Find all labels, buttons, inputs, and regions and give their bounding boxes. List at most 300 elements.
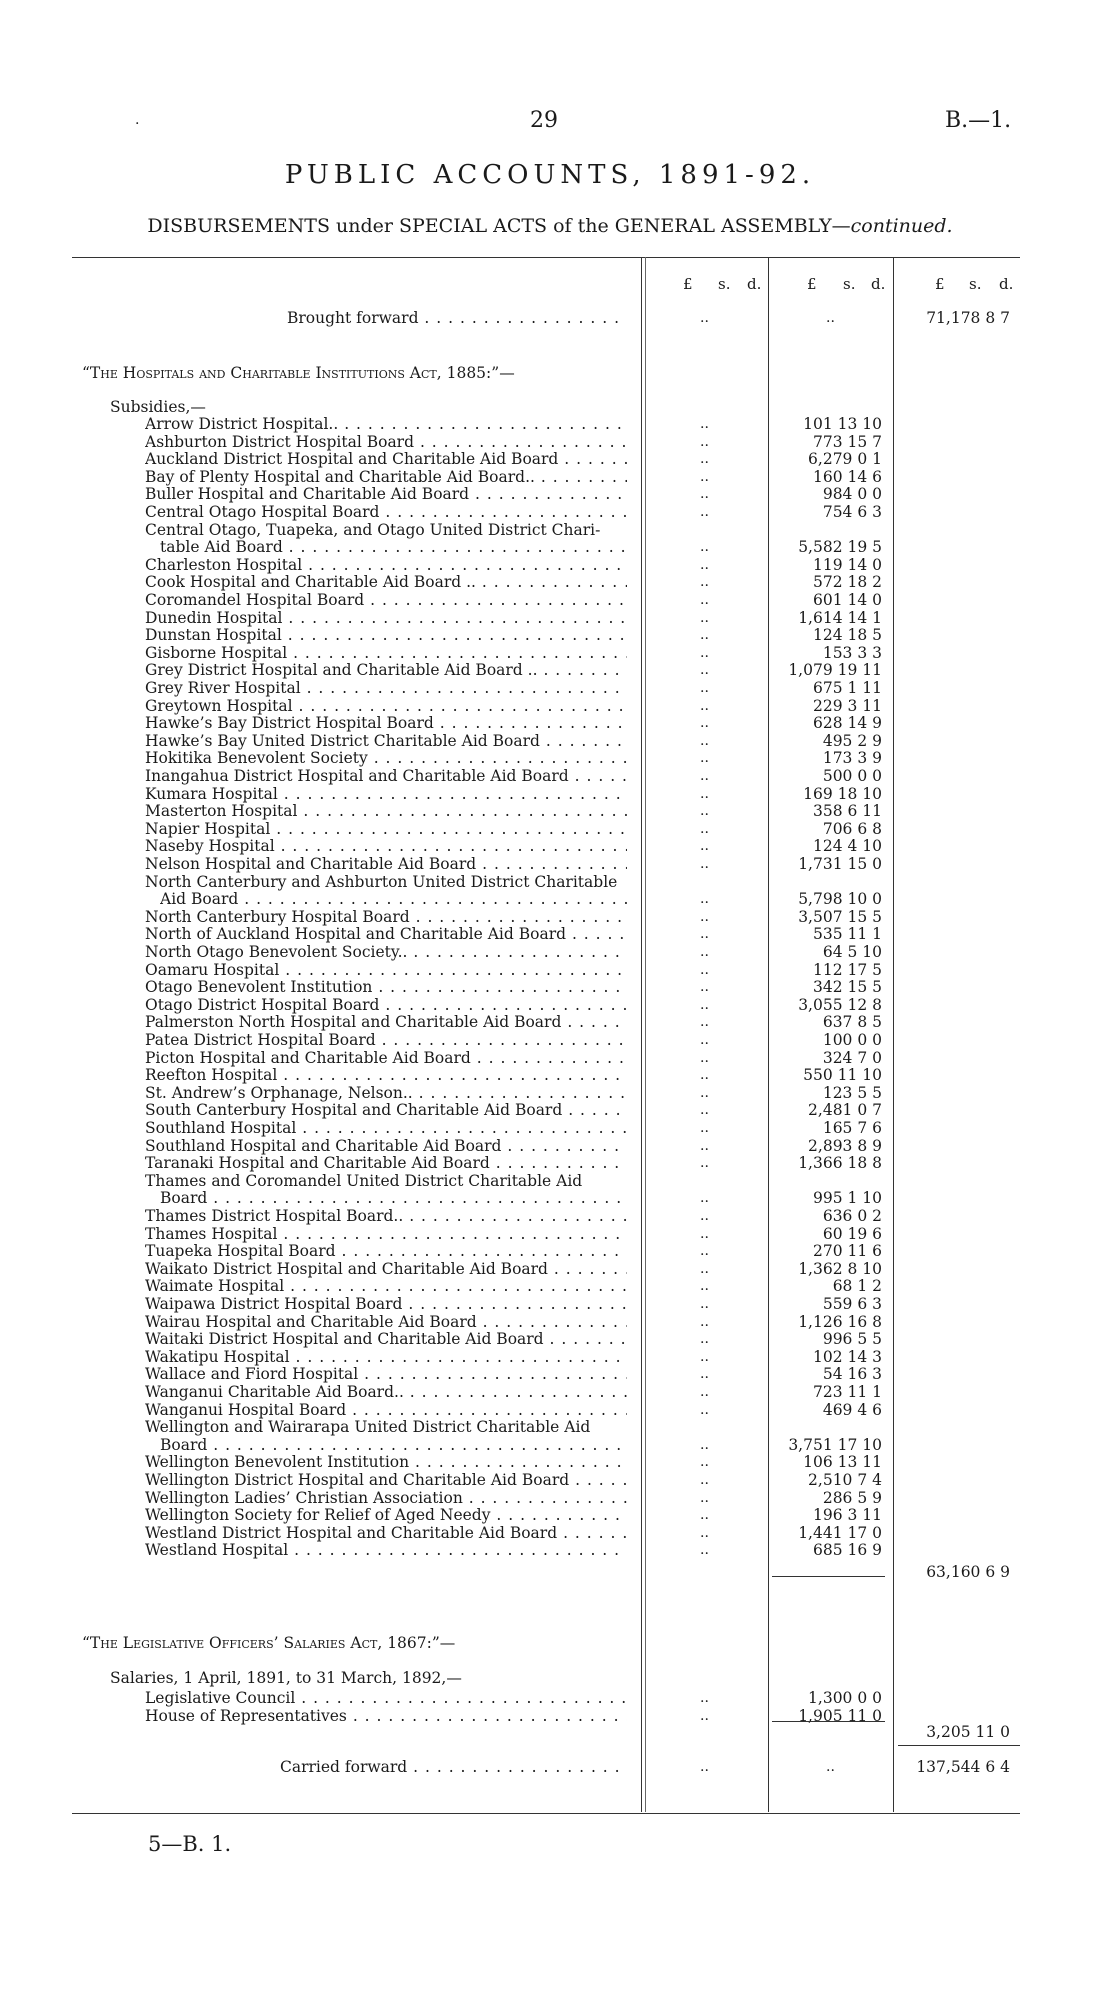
row-label-text: Southland Hospital	[145, 1119, 297, 1137]
row-label-text: Tuapeka Hospital Board	[145, 1242, 336, 1261]
row-amount: 3,751 17 10	[788, 1435, 882, 1454]
row-label	[145, 1348, 627, 1366]
table-row	[0, 732, 1114, 750]
table-row	[0, 1242, 1114, 1260]
pence-header: d.	[747, 275, 762, 293]
row-amount: 685 16 9	[812, 1541, 882, 1560]
row-label	[145, 609, 627, 627]
table-row	[0, 1330, 1114, 1348]
row-amount: 102 14 3	[812, 1347, 882, 1366]
table-row	[0, 1489, 1114, 1507]
row-amount: 754 6 3	[822, 503, 882, 521]
row-label-text: North Canterbury Hospital Board	[145, 907, 410, 926]
row-label	[145, 873, 627, 891]
row-label	[160, 890, 627, 908]
row-label	[145, 1013, 627, 1031]
row-label-text: Wanganui Hospital Board	[145, 1400, 347, 1419]
row-label-text: Westland Hospital	[145, 1541, 289, 1560]
table-row	[0, 890, 1114, 908]
row-amount: 601 14 0	[812, 591, 882, 609]
row-amount: 324 7 0	[822, 1048, 882, 1067]
table-row	[0, 1506, 1114, 1524]
empty-column-dots: ..	[700, 732, 709, 749]
row-amount: 54 16 3	[822, 1365, 882, 1384]
row-label	[145, 1137, 627, 1155]
row-label-text: Wellington Society for Relief of Aged Needy	[145, 1506, 491, 1525]
row-amount: 637 8 5	[822, 1013, 882, 1032]
row-label	[145, 1524, 627, 1542]
row-amount: 1,905 11 0	[798, 1706, 882, 1725]
pounds-header: £	[683, 275, 693, 293]
empty-column-dots: ..	[700, 1472, 709, 1488]
empty-column-dots: ..	[700, 1454, 709, 1471]
legislative-total-row	[0, 1723, 1114, 1741]
hospitals-total-row	[0, 1563, 1114, 1581]
row-amount: 996 5 5	[822, 1330, 882, 1349]
empty-column-dots: ..	[700, 1401, 709, 1418]
row-label	[145, 1541, 627, 1559]
empty-column-dots: ..	[700, 556, 709, 573]
row-label-text: North Otago Benevolent Society..	[145, 943, 408, 961]
row-amount: 1,126 16 8	[798, 1312, 882, 1331]
empty-column-dots: ..	[700, 1690, 709, 1706]
empty-column-dots: ..	[700, 451, 709, 468]
brought-forward-dots-2: ..	[826, 310, 835, 326]
row-label	[145, 591, 627, 609]
row-label-text: North of Auckland Hospital and Charitable Aid Board	[145, 925, 567, 944]
table-row	[0, 503, 1114, 521]
hospitals-subsidies-heading: Subsidies,—	[110, 398, 206, 416]
row-label	[145, 1489, 627, 1507]
row-label-text: Bay of Plenty Hospital and Charitable Aid Board..	[145, 467, 535, 486]
carried-forward-row	[0, 1758, 1114, 1776]
pence-header: d.	[999, 275, 1014, 293]
table-row	[0, 1453, 1114, 1471]
row-amount: 165 7 6	[822, 1119, 882, 1137]
row-label-text: Hawke’s Bay District Hospital Board	[145, 714, 434, 733]
row-amount: 984 0 0	[822, 485, 882, 504]
row-label	[145, 1418, 627, 1436]
row-label-text: Kumara Hospital	[145, 784, 278, 803]
empty-column-dots: ..	[700, 504, 709, 520]
row-label	[145, 1066, 627, 1084]
table-row	[0, 661, 1114, 679]
empty-column-dots: ..	[700, 961, 709, 978]
row-amount: 64 5 10	[822, 943, 882, 961]
row-amount: 173 3 9	[822, 749, 882, 768]
empty-column-dots: ..	[700, 1208, 709, 1224]
empty-column-dots: ..	[700, 1707, 709, 1724]
row-label-text: St. Andrew’s Orphanage, Nelson..	[145, 1083, 413, 1102]
row-label-text: Thames Hospital	[145, 1224, 278, 1243]
row-amount: 550 11 10	[803, 1066, 882, 1085]
row-amount: 1,731 15 0	[798, 855, 882, 873]
table-row	[0, 468, 1114, 486]
row-label	[145, 433, 627, 451]
grand-total-rule	[898, 1745, 1020, 1746]
row-label-text: Arrow District Hospital..	[145, 415, 339, 433]
row-label-text: Waitaki District Hospital and Charitable Aid Board	[145, 1330, 544, 1349]
row-label-text: Oamaru Hospital	[145, 960, 280, 979]
row-label-text: Auckland District Hospital and Charitable Aid Board	[145, 450, 559, 469]
table-row	[0, 1541, 1114, 1559]
row-amount: 119 14 0	[812, 555, 882, 574]
row-label-text: Thames and Coromandel United District Charitable Aid	[145, 1171, 583, 1190]
table-row	[0, 450, 1114, 468]
row-amount: 535 11 1	[812, 925, 882, 944]
empty-column-dots: ..	[700, 1331, 709, 1348]
row-label	[145, 1506, 627, 1524]
table-row	[0, 1119, 1114, 1137]
row-amount: 2,510 7 4	[808, 1471, 882, 1489]
table-row	[0, 873, 1114, 891]
table-row	[0, 1084, 1114, 1102]
table-row	[0, 749, 1114, 767]
row-amount: 628 14 9	[812, 714, 882, 733]
table-row	[0, 1295, 1114, 1313]
legislative-total: 3,205 11 0	[926, 1723, 1010, 1741]
row-label	[160, 538, 627, 556]
table-row	[0, 591, 1114, 609]
row-label	[145, 521, 627, 539]
empty-column-dots: ..	[700, 1243, 709, 1260]
row-amount: 196 3 11	[812, 1506, 882, 1525]
table-row	[0, 714, 1114, 732]
empty-column-dots: ..	[700, 1507, 709, 1524]
row-amount: 572 18 2	[812, 573, 882, 592]
row-label	[145, 556, 627, 574]
row-label-text: Picton Hospital and Charitable Aid Board	[145, 1048, 471, 1067]
row-label	[145, 1383, 627, 1401]
row-label-text: Board	[160, 1435, 208, 1454]
row-amount: 3,055 12 8	[798, 995, 882, 1014]
footer-signature-mark: 5—B. 1.	[148, 1832, 232, 1856]
row-label	[145, 767, 627, 785]
row-label	[145, 626, 627, 644]
row-label-text: Southland Hospital and Charitable Aid Board	[145, 1136, 502, 1155]
table-row	[0, 1066, 1114, 1084]
table-row	[0, 855, 1114, 873]
page-title: PUBLIC ACCOUNTS, 1891-92.	[284, 160, 816, 190]
row-label-text: Patea District Hospital Board	[145, 1031, 376, 1049]
empty-column-dots: ..	[700, 680, 709, 696]
row-label	[145, 1313, 627, 1331]
row-amount: 68 1 2	[832, 1277, 882, 1296]
row-label	[145, 485, 627, 503]
page-subtitle	[0, 215, 1100, 237]
row-label-text: Legislative Council	[145, 1689, 296, 1707]
empty-column-dots: ..	[700, 856, 709, 872]
row-label	[145, 855, 627, 873]
row-label-text: Thames District Hospital Board..	[145, 1207, 404, 1225]
carried-forward-total: 137,544 6 4	[916, 1758, 1010, 1776]
table-row	[0, 1225, 1114, 1243]
table-row	[0, 1013, 1114, 1031]
row-amount: 286 5 9	[822, 1488, 882, 1507]
table-row	[0, 1383, 1114, 1401]
brought-forward-label: Brought forward . .	[287, 309, 627, 327]
table-row	[0, 573, 1114, 591]
document-reference: B.—1.	[945, 108, 1012, 133]
table-row	[0, 1348, 1114, 1366]
empty-column-dots: ..	[700, 996, 709, 1013]
row-label	[145, 1084, 627, 1102]
row-label-text: Palmerston North Hospital and Charitable Aid Board	[145, 1013, 562, 1032]
row-label	[145, 1453, 627, 1471]
subtitle-continued: continued.	[850, 215, 953, 237]
row-label-text: Board	[160, 1189, 208, 1208]
empty-column-dots: ..	[700, 785, 709, 802]
row-label-text: Charleston Hospital	[145, 555, 303, 574]
pounds-header: £	[807, 275, 817, 293]
row-label-text: Central Otago Hospital Board	[145, 503, 380, 521]
row-amount: 1,366 18 8	[798, 1154, 882, 1173]
table-row	[0, 556, 1114, 574]
row-label	[145, 661, 627, 679]
carried-forward-label: Carried forward . .	[280, 1758, 627, 1776]
table-row	[0, 1689, 1114, 1707]
empty-column-dots: ..	[700, 1260, 709, 1277]
row-amount: 1,300 0 0	[808, 1689, 882, 1707]
row-label	[145, 961, 627, 979]
table-row	[0, 609, 1114, 627]
empty-column-dots: ..	[700, 416, 709, 432]
pounds-header: £	[935, 275, 945, 293]
empty-column-dots: ..	[700, 926, 709, 943]
row-label	[145, 908, 627, 926]
row-label	[145, 644, 627, 662]
table-row	[0, 679, 1114, 697]
empty-column-dots: ..	[700, 944, 709, 960]
table-row	[0, 908, 1114, 926]
empty-column-dots: ..	[700, 468, 709, 485]
table-row	[0, 767, 1114, 785]
table-row	[0, 485, 1114, 503]
row-amount: 124 18 5	[812, 626, 882, 645]
row-label-text: Reefton Hospital	[145, 1066, 278, 1085]
row-amount: 3,507 15 5	[798, 907, 882, 926]
brought-forward-total: 71,178 8 7	[926, 309, 1010, 327]
row-amount: 60 19 6	[822, 1224, 882, 1243]
carried-forward-dots-2: ..	[826, 1759, 835, 1775]
row-label-text: Westland District Hospital and Charitable Aid Board	[145, 1523, 558, 1542]
table-row	[0, 1418, 1114, 1436]
row-label-text: Cook Hospital and Charitable Aid Board ..	[145, 573, 476, 592]
row-label	[145, 1119, 627, 1137]
row-label-text: Wakatipu Hospital	[145, 1347, 290, 1366]
hospitals-act-heading: “The Hospitals and Charitable Institutions Act, 1885:”—	[82, 364, 515, 382]
row-label	[145, 820, 627, 838]
row-amount: 723 11 1	[812, 1383, 882, 1401]
row-label	[145, 697, 627, 715]
row-label	[145, 1172, 627, 1190]
empty-column-dots: ..	[700, 803, 709, 820]
row-amount: 101 13 10	[803, 415, 882, 433]
row-label-text: Dunstan Hospital	[145, 626, 282, 645]
row-label	[145, 1225, 627, 1243]
row-amount: 1,362 8 10	[798, 1259, 882, 1278]
row-label	[145, 802, 627, 820]
empty-column-dots: ..	[700, 979, 709, 996]
row-label-text: table Aid Board	[160, 538, 283, 557]
empty-column-dots: ..	[700, 768, 709, 784]
row-amount: 1,614 14 1	[798, 608, 882, 627]
table-row	[0, 1207, 1114, 1225]
hospitals-total: 63,160 6 9	[926, 1563, 1010, 1581]
row-amount: 559 6 3	[822, 1295, 882, 1313]
table-row	[0, 1277, 1114, 1295]
table-row	[0, 1172, 1114, 1190]
empty-column-dots: ..	[700, 1102, 709, 1119]
empty-column-dots: ..	[700, 1489, 709, 1506]
carried-forward-dots: ..	[700, 1759, 709, 1775]
stray-dot: .	[135, 112, 140, 128]
row-label	[145, 978, 627, 996]
row-amount: 5,798 10 0	[798, 890, 882, 909]
row-label	[145, 714, 627, 732]
row-label	[145, 837, 627, 855]
empty-column-dots: ..	[700, 820, 709, 837]
empty-column-dots: ..	[700, 1084, 709, 1101]
row-label	[145, 1365, 627, 1383]
table-row	[0, 521, 1114, 539]
empty-column-dots: ..	[700, 1366, 709, 1383]
row-label-text: Wairau Hospital and Charitable Aid Board	[145, 1312, 477, 1331]
row-label	[145, 1031, 627, 1049]
table-row	[0, 1101, 1114, 1119]
row-label	[145, 996, 627, 1014]
empty-column-dots: ..	[700, 750, 709, 767]
row-label	[160, 1436, 627, 1454]
row-label	[145, 1049, 627, 1067]
table-row	[0, 538, 1114, 556]
page-number: 29	[530, 108, 558, 133]
row-label-text: Hawke’s Bay United District Charitable Aid Board	[145, 731, 540, 750]
table-row	[0, 837, 1114, 855]
row-amount: 100 0 0	[822, 1031, 882, 1049]
table-row	[0, 1137, 1114, 1155]
row-label-text: Buller Hospital and Charitable Aid Board	[145, 485, 470, 504]
brought-forward-dots: ..	[700, 310, 709, 326]
row-amount: 469 4 6	[822, 1400, 882, 1419]
row-label	[145, 925, 627, 943]
empty-column-dots: ..	[700, 715, 709, 732]
empty-column-dots: ..	[700, 662, 709, 679]
empty-column-dots: ..	[700, 1014, 709, 1031]
empty-column-dots: ..	[700, 433, 709, 450]
empty-column-dots: ..	[700, 1190, 709, 1207]
row-amount: 160 14 6	[812, 467, 882, 486]
row-label-text: Wellington Benevolent Institution	[145, 1453, 410, 1472]
table-row	[0, 1365, 1114, 1383]
shillings-header: s.	[969, 275, 982, 293]
row-label-text: Wallace and Fiord Hospital	[145, 1365, 359, 1384]
row-label-text: Otago District Hospital Board	[145, 995, 380, 1014]
row-amount: 1,441 17 0	[798, 1523, 882, 1542]
empty-column-dots: ..	[700, 891, 709, 908]
row-label	[145, 679, 627, 697]
row-amount: 106 13 11	[803, 1453, 882, 1472]
row-label	[145, 749, 627, 767]
table-row	[0, 415, 1114, 433]
row-amount: 706 6 8	[822, 819, 882, 838]
empty-column-dots: ..	[700, 838, 709, 855]
row-amount: 229 3 11	[812, 696, 882, 715]
row-label-text: Waipawa District Hospital Board	[145, 1295, 403, 1313]
table-row	[0, 943, 1114, 961]
empty-column-dots: ..	[700, 1436, 709, 1453]
empty-column-dots: ..	[700, 1137, 709, 1154]
table-row	[0, 1154, 1114, 1172]
row-amount: 124 4 10	[812, 837, 882, 856]
row-label-text: Taranaki Hospital and Charitable Aid Board	[145, 1154, 490, 1173]
row-label	[145, 732, 627, 750]
empty-column-dots: ..	[700, 609, 709, 626]
row-label-text: Waikato District Hospital and Charitable Aid Board	[145, 1259, 548, 1278]
row-label	[145, 450, 627, 468]
table-row	[0, 1707, 1114, 1725]
legislative-salaries-heading: Salaries, 1 April, 1891, to 31 March, 1892,—	[110, 1669, 462, 1687]
table-row	[0, 1049, 1114, 1067]
row-amount: 1,079 19 11	[788, 661, 882, 680]
empty-column-dots: ..	[700, 1049, 709, 1066]
table-row	[0, 996, 1114, 1014]
table-row	[0, 433, 1114, 451]
row-amount: 358 6 11	[812, 802, 882, 821]
empty-column-dots: ..	[700, 1032, 709, 1048]
row-amount: 995 1 10	[812, 1189, 882, 1208]
row-label	[145, 1207, 627, 1225]
row-label-text: Central Otago, Tuapeka, and Otago United District Chari-	[145, 520, 601, 539]
row-amount: 270 11 6	[812, 1242, 882, 1261]
row-label-text: Dunedin Hospital	[145, 608, 283, 627]
row-label-text: Wellington and Wairarapa United District Charitable Aid	[145, 1418, 591, 1437]
row-label-text: Nelson Hospital and Charitable Aid Board	[145, 855, 477, 873]
row-label-text: Wellington District Hospital and Charitable Aid Board	[145, 1471, 570, 1489]
pence-header: d.	[871, 275, 886, 293]
row-amount: 2,893 8 9	[808, 1136, 882, 1155]
row-label	[145, 1242, 627, 1260]
legislative-act-heading: “The Legislative Officers’ Salaries Act, 1867:”—	[82, 1634, 456, 1652]
row-label	[145, 1471, 627, 1489]
empty-column-dots: ..	[700, 1296, 709, 1312]
row-amount: 636 0 2	[822, 1207, 882, 1225]
table-row	[0, 1189, 1114, 1207]
table-row	[0, 1313, 1114, 1331]
table-row	[0, 820, 1114, 838]
row-label-text: Aid Board	[160, 890, 239, 909]
row-label	[145, 1101, 627, 1119]
row-label	[145, 415, 627, 433]
row-label	[145, 943, 627, 961]
empty-column-dots: ..	[700, 1155, 709, 1172]
row-label-text: Masterton Hospital	[145, 802, 298, 821]
row-label-text: Naseby Hospital	[145, 837, 275, 856]
empty-column-dots: ..	[700, 697, 709, 714]
row-label-text: Gisborne Hospital	[145, 643, 288, 662]
empty-column-dots: ..	[700, 592, 709, 608]
row-amount: 5,582 19 5	[798, 538, 882, 557]
table-row	[0, 644, 1114, 662]
row-amount: 6,279 0 1	[808, 450, 882, 469]
legislative-subtotal-rule	[772, 1721, 885, 1722]
row-label	[145, 503, 627, 521]
row-label-text: Grey District Hospital and Charitable Aid Board ..	[145, 661, 538, 680]
empty-column-dots: ..	[700, 574, 709, 591]
empty-column-dots: ..	[700, 1278, 709, 1295]
subtitle-main: DISBURSEMENTS under SPECIAL ACTS of the GENERAL ASSEMBLY—	[147, 215, 851, 237]
row-label-text: Ashburton District Hospital Board	[145, 432, 415, 451]
